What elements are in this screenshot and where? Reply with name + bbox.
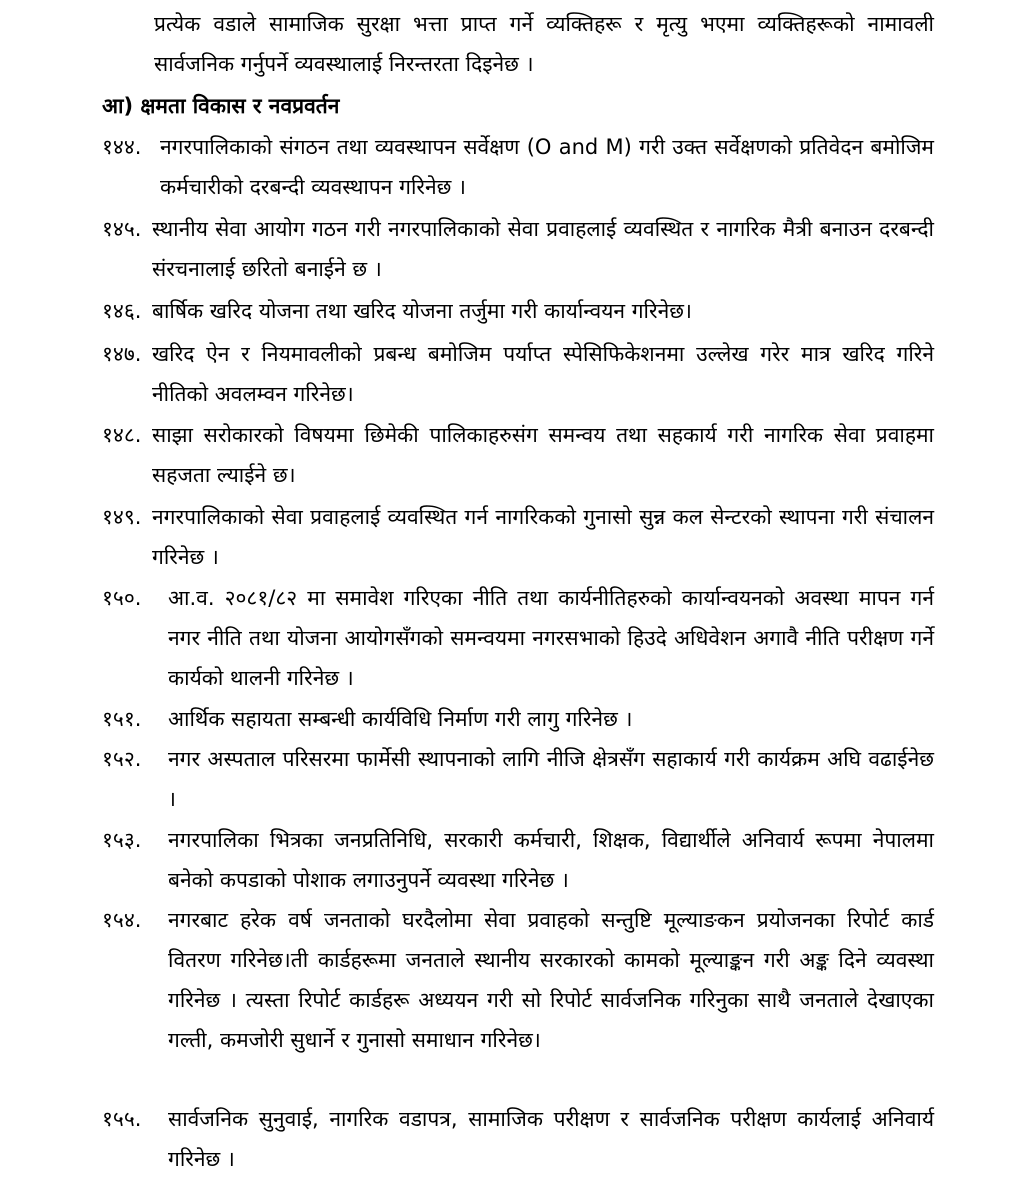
- item-number: १४७.: [102, 342, 142, 366]
- item-text: नगरपालिकाको संगठन तथा व्यवस्थापन सर्वेक्षण (O and M) गरी उक्त सर्वेक्षणको प्रतिवेदन बमोजिम कर्मचारीको दरबन्दी व्यवस्थापन गरिनेछ ।: [160, 135, 934, 199]
- list-item: [102, 699, 934, 739]
- list-item: [102, 497, 934, 577]
- item-text: आ.व. २०८१/८२ मा समावेश गरिएका नीति तथा कार्यनीतिहरुको कार्यान्वयनको अवस्था मापन गर्न नगर नीति तथा योजना आयोगसँगको समन्वयमा नगरसभाको हिउदे अधिवेशन अगावै नीति परीक्षण गर्ने कार्यको थालनी गरिनेछ ।: [168, 586, 934, 690]
- list-item: [102, 415, 934, 495]
- item-number: १५५.: [102, 1107, 142, 1131]
- list-item: [102, 127, 934, 207]
- item-number: १५०.: [102, 586, 142, 610]
- item-text: बार्षिक खरिद योजना तथा खरिद योजना तर्जुमा गरी कार्यान्वयन गरिनेछ।: [152, 299, 692, 323]
- item-text: नगरबाट हरेक वर्ष जनताको घरदैलोमा सेवा प्रवाहको सन्तुष्टि मूल्याङकन प्रयोजनका रिपोर्ट कार्ड वितरण गरिनेछ।ती कार्डहरूमा जनताले स्थानीय सरकारको कामको मूल्याङ्कन गरी अङ्क दिने व्यवस्था गरिनेछ । त्यस्ता रिपोर्ट कार्डहरू अध्ययन गरी सो रिपोर्ट सार्वजनिक गरिनुका साथै जनताले देखाएका गल्ती, कमजोरी सुधार्ने र गुनासो समाधान गरिनेछ।: [168, 908, 934, 1052]
- intro-paragraph: प्रत्येक वडाले सामाजिक सुरक्षा भत्ता प्राप्त गर्ने व्यक्तिहरू र मृत्यु भएमा व्यक्तिहरूको नामावली सार्वजनिक गर्नुपर्ने व्यवस्थालाई निरन्तरता दिइनेछ ।: [154, 12, 934, 76]
- item-text: सार्वजनिक सुनुवाई, नागरिक वडापत्र, सामाजिक परीक्षण र सार्वजनिक परीक्षण कार्यलाई अनिवार्य गरिनेछ ।: [168, 1107, 934, 1171]
- list-item: [102, 1099, 934, 1179]
- item-text: आर्थिक सहायता सम्बन्धी कार्यविधि निर्माण गरी लागु गरिनेछ ।: [168, 707, 633, 731]
- list-item: [102, 820, 934, 900]
- item-number: १५२.: [102, 747, 142, 771]
- item-text: खरिद ऐन र नियमावलीको प्रबन्ध बमोजिम पर्याप्त स्पेसिफिकेशनमा उल्लेख गरेर मात्र खरिद गरिने नीतिको अवलम्वन गरिनेछ।: [152, 342, 934, 406]
- list-item: [102, 900, 934, 1060]
- item-number: १४४.: [102, 135, 142, 159]
- list-item: [102, 209, 934, 289]
- list-item: [102, 291, 934, 331]
- section-heading: आ) क्षमता विकास र नवप्रवर्तन: [102, 94, 340, 118]
- item-number: १५१.: [102, 707, 142, 731]
- item-text: नगरपालिकाको सेवा प्रवाहलाई व्यवस्थित गर्न नागरिकको गुनासो सुन्न कल सेन्टरको स्थापना गरी संचालन गरिनेछ ।: [152, 505, 934, 569]
- list-item: [102, 739, 934, 819]
- item-number: १४५.: [102, 217, 142, 241]
- item-text: नगरपालिका भित्रका जनप्रतिनिधि, सरकारी कर्मचारी, शिक्षक, विद्यार्थीले अनिवार्य रूपमा नेपालमा बनेको कपडाको पोशाक लगाउनुपर्ने व्यवस्था गरिनेछ ।: [168, 828, 934, 892]
- item-text: नगर अस्पताल परिसरमा फार्मेसी स्थापनाको लागि नीजि क्षेत्रसँग सहाकार्य गरी कार्यक्रम अघि वढाईनेछ ।: [168, 747, 934, 811]
- item-number: १४८.: [102, 423, 142, 447]
- item-text: साझा सरोकारको विषयमा छिमेकी पालिकाहरुसंग समन्वय तथा सहकार्य गरी नागरिक सेवा प्रवाहमा सहजता ल्याईने छ।: [152, 423, 934, 487]
- item-number: १४६.: [102, 299, 142, 323]
- item-text: स्थानीय सेवा आयोग गठन गरी नगरपालिकाको सेवा प्रवाहलाई व्यवस्थित र नागरिक मैत्री बनाउन दरबन्दी संरचनालाई छरितो बनाईने छ ।: [152, 217, 934, 281]
- item-number: १४९.: [102, 505, 142, 529]
- list-item: [102, 334, 934, 414]
- list-item: [102, 578, 934, 698]
- item-number: १५४.: [102, 908, 142, 932]
- item-number: १५३.: [102, 828, 142, 852]
